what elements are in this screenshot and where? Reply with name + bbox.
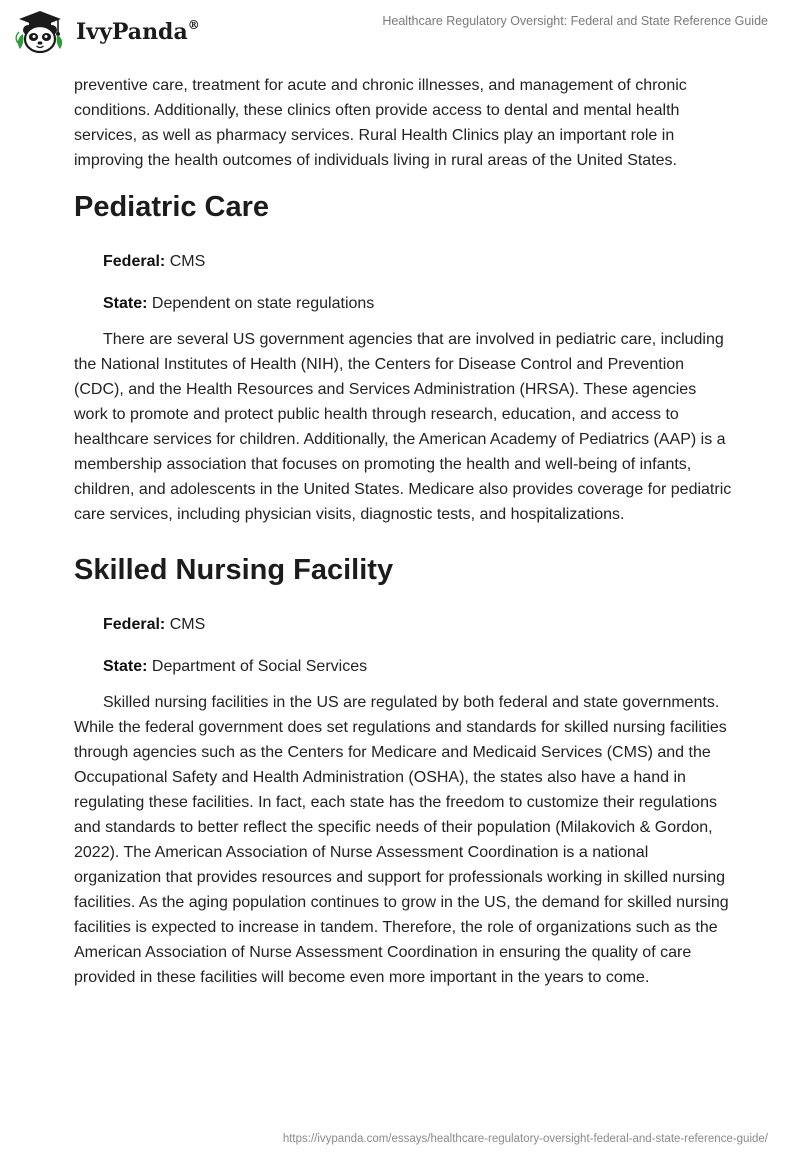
skilled-nursing-paragraph: Skilled nursing facilities in the US are regulated by both federal and state governments. While the federal government does set regulations and standards for skilled nursing facilities through agencies such as the Centers for Medicare and Medicaid Services (CMS) and the Occupational Safety and Health Administration (OSHA), the states also have a hand in regulating these facilities. In fact, each state has the freedom to customize their regulations and standards to better reflect the specific needs of their population (Milakovich & Gordon, 2022). The American Association of Nurse Assessment Coordination is a national organization that provides resources and support for professionals working in skilled nursing facilities. As the aging population continues to grow in the US, the demand for skilled nursing facilities is expected to increase in tandem. Therefore, the role of organizations such as the American Association of Nurse Assessment Coordination in ensuring the quality of care provided in these facilities will become even more important in the years to come. — [74, 694, 729, 986]
federal-value: CMS — [169, 253, 206, 270]
state-value: Department of Social Services — [151, 658, 368, 675]
snf-federal-line — [74, 612, 734, 637]
state-label: State: — [103, 295, 148, 312]
intro-paragraph: preventive care, treatment for acute and chronic illnesses, and management of chronic conditions. Additionally, these clinics often provide access to dental and mental health services, as well as pharmacy services. Rural Health Clinics play an important role in improving the health outcomes of individuals living in rural areas of the United States. — [74, 77, 687, 169]
registered-mark: ® — [187, 17, 200, 32]
logo-wordmark-text: IvyPanda — [76, 19, 188, 45]
pediatric-federal-line — [74, 249, 734, 274]
ivypanda-logo[interactable] — [14, 8, 200, 56]
federal-value: CMS — [169, 616, 206, 633]
federal-label: Federal: — [103, 253, 166, 270]
page-header — [0, 0, 800, 64]
federal-label: Federal: — [103, 616, 166, 633]
pediatric-state-line — [74, 291, 734, 316]
logo-wordmark — [76, 19, 200, 45]
document-title: Healthcare Regulatory Oversight: Federal and State Reference Guide — [382, 14, 768, 28]
state-label: State: — [103, 658, 148, 675]
panda-graduate-icon — [14, 9, 66, 55]
section-heading-pediatric-care: Pediatric Care — [74, 191, 270, 223]
source-url[interactable]: https://ivypanda.com/essays/healthcare-regulatory-oversight-federal-and-state-reference-guide/ — [282, 1133, 768, 1145]
snf-state-line — [74, 654, 734, 679]
pediatric-care-paragraph: There are several US government agencies that are involved in pediatric care, including the National Institutes of Health (NIH), the Centers for Disease Control and Prevention (CDC), and the Health Resources and Services Administration (HRSA). These agencies work to promote and protect public health through research, education, and access to healthcare services for children. Additionally, the American Academy of Pediatrics (AAP) is a membership association that focuses on promoting the health and well-being of infants, children, and adolescents in the United States. Medicare also provides coverage for pediatric care services, including physician visits, diagnostic tests, and hospitalizations. — [74, 331, 732, 523]
state-value: Dependent on state regulations — [151, 295, 375, 312]
section-heading-skilled-nursing-facility: Skilled Nursing Facility — [74, 554, 394, 586]
essay-content — [74, 73, 734, 990]
